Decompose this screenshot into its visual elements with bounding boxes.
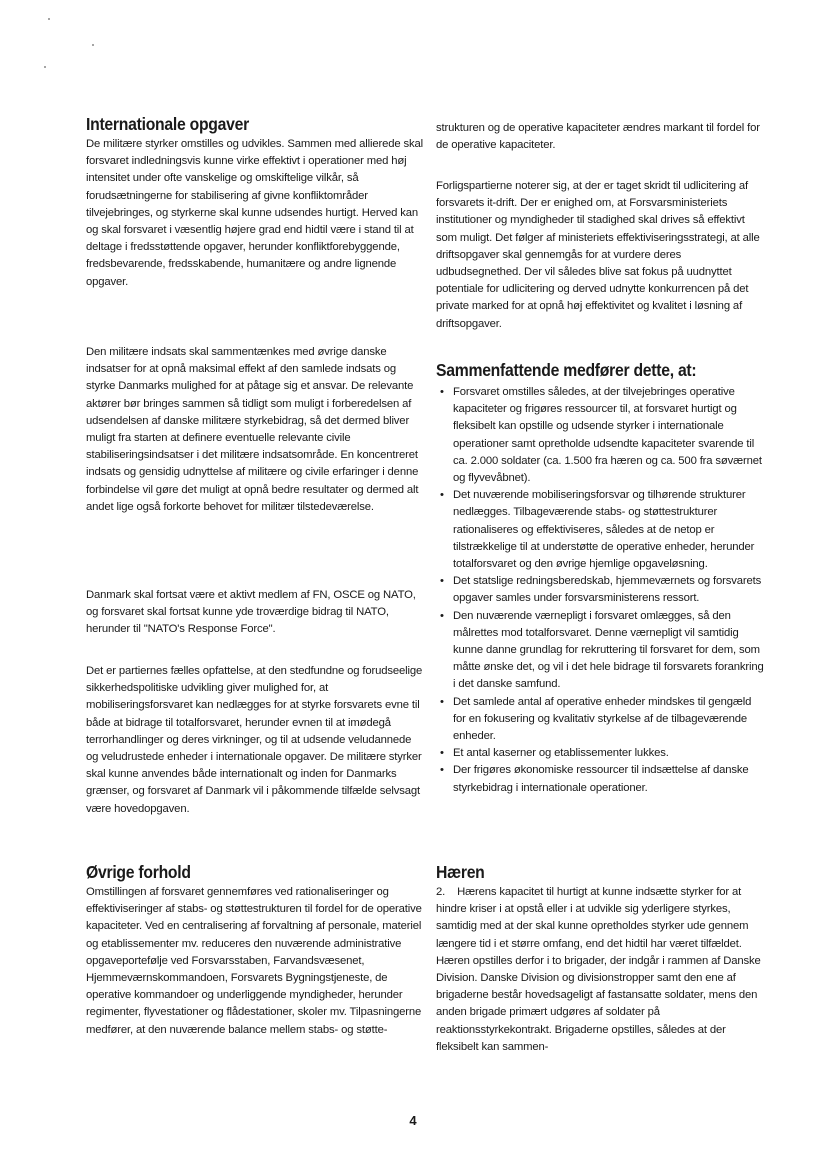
paragraph-nato-membership: Danmark skal fortsat være et aktivt medlem af FN, OSCE og NATO, og forsvaret skal fortsat kunne yde troværdige bidrag til NATO, herunder til "NATO's Response Force". [86, 589, 416, 636]
bullet-icon: • [440, 575, 444, 588]
bullet-icon: • [440, 764, 444, 777]
page-number: 4 [409, 1113, 417, 1128]
list-item: • Der frigøres økonomiske ressourcer til indsættelse af danske styrkebidrag i internationale operationer. [440, 764, 749, 794]
bullet-icon: • [440, 695, 444, 708]
heading-internationale-opgaver: Internationale opgaver [86, 114, 249, 134]
list-item: • Det statslige redningsberedskab, hjemmeværnets og forsvarets opgaver samles under forsvarsministerens ressort. [440, 575, 762, 605]
heading-ovrige-forhold: Øvrige forhold [86, 862, 191, 882]
bullet-icon: • [440, 747, 444, 760]
list-item: • Forsvaret omstilles således, at der tilvejebringes operative kapaciteter og frigøres ressourcer til, at forsvaret hurtigt og fleksibelt kan opstille og udsende styrker i internationale operationer samt opretholde udsendte kapaciteter svarende til ca. 2.000 soldater (ca. 1.500 fra hæren og ca. 500 fra søværnet og flyvevåbnet). [440, 386, 762, 485]
list-item: • Den nuværende værnepligt i forsvaret omlægges, så den målrettes mod totalforsvaret. Denne værnepligt vil samtidig kunne danne grundlag for rekruttering til forsvaret for dem, som måtte ønske det, og vil i det hele bidrage til forsvarets forankring i det danske samfund. [440, 609, 764, 691]
list-item: • Et antal kaserner og etablissementer lukkes. [436, 745, 766, 762]
bullet-icon: • [440, 386, 444, 398]
paragraph-army: 2. Hærens kapacitet til hurtigt at kunne indsætte styrker for at hindre kriser i at opstå eller i at udvikle sig yderligere styrkes, samtidig med at der skal kunne opretholdes styrker ude gennem længere tid i et større omfang, end det hidtil har været tilfældet. Hæren opstilles derfor i to brigader, der indgår i rammen af Danske Division. Danske Division og divisionstropper samt den ene af brigaderne består hovedsageligt af fastansatte soldater, mens den anden brigade primært udgøres af soldater på reaktionsstyrkekontrakt. Brigaderne opstilles, således at der fleksibelt kan sammen- [436, 886, 761, 1053]
list-item: • Det samlede antal af operative enheder mindskes til gengæld for en fokusering og kvalitativ styrkelse af de tilbageværende enheder. [440, 695, 752, 743]
paragraph-other-matters: Omstillingen af forsvaret gennemføres ved rationaliseringer og effektiviseringer af stabs- og støttestrukturen til fordel for de operative kapaciteter. Ved en centralisering af forvaltning af personale, materiel og etablissementer mv. reduceres den nuværende administrative opgaveportefølje ved Forsvarsstaben, Farvandsvæsenet, Hjemmeværnskommandoen, Forsvarets Bygningstjeneste, de operative kommandoer og underliggende myndigheder, herunder regimenter, flyvestationer og flådestationer, skoler mv. Tilpasningerne medfører, at den nuværende balance mellem stabs- og støtte- [86, 886, 422, 1036]
scan-speck [48, 18, 50, 20]
scan-speck [44, 66, 46, 68]
list-item: • Det nuværende mobiliseringsforsvar og tilhørende strukturer nedlægges. Tilbageværende stabs- og støttestrukturer rationaliseres og effektiviseres, således at de netop er tilstrækkelige til at understøtte de operative enheder, herunder totalforsvaret og den øvrige hjemlige opgaveløsning. [440, 489, 755, 571]
bullet-icon: • [440, 489, 444, 502]
heading-haeren: Hæren [436, 862, 485, 882]
scan-speck [92, 44, 94, 46]
paragraph-mobilisation: Det er partiernes fælles opfattelse, at den stedfundne og forudseelige sikkerhedspolitiske udvikling giver mulighed for, at mobiliseringsforsvaret kan nedlægges for at styrke forsvarets evne til både at bidrage til totalforsvaret, herunder evnen til at imødegå terrorhandlinger og deres virkninger, og til at udsende veludannede og veludrustede enheder i internationale opgaver. De militære styrker skal kunne anvendes både internationalt og inden for Danmarks grænser, og forsvaret af Danmark vil i påkommende tilfælde selvsagt være hovedopgaven. [86, 665, 423, 815]
bullet-icon: • [440, 609, 444, 622]
paragraph-outsourcing: Forligspartierne noterer sig, at der er taget skridt til udlicitering af forsvarets it-drift. Der er enighed om, at Forsvarsministeriets institutioner og myndigheder til stadighed skal drives så effektivt som muligt. Det følger af ministeriets effektiviseringsstrategi, at alle driftsopgaver skal gennemgås for at vurdere deres udbudsegnethed. Der vil således blive sat fokus på uudnyttet potentiale for udlicitering og derved udnytte konkurrencen på det private marked for at opnå høj effektivitet og kvalitet i løsning af driftsopgaver. [436, 180, 760, 330]
summary-bullet-list [436, 384, 766, 797]
heading-sammenfattende: Sammenfattende medfører dette, at: [436, 360, 697, 380]
paragraph-military-effort: Den militære indsats skal sammentænkes med øvrige danske indsatser for at opnå maksimal effekt af den samlede indsats og styrke Danmarks mulighed for at påtage sig et ansvar. De relevante aktører bør bringes sammen så tidligt som muligt i forberedelsen af udsendelsen af danske militære styrkebidrag, så det dermed bliver muligt fra starten at definere eventuelle relevante civile stabiliseringsindsatser i det militære indsatsområde. En koncentreret indsats og gensidig udnyttelse af militære og civile erfaringer i denne forbindelse vil gøre det muligt at opnå bedre resultater og dermed alt andet lige også forkorte behovet for militær tilstedeværelse. [86, 346, 419, 513]
paragraph-international-tasks: De militære styrker omstilles og udvikles. Sammen med allierede skal forsvaret indledningsvis kunne virke effektivt i operationer med høj intensitet under ofte vanskelige og omskiftelige vilkår, så forudsætningerne for stabilisering af givne konfliktområder tilvejebringes, og styrkerne skal kunne udsendes hurtigt. Herved kan og skal forsvaret i væsentlig højere grad end hidtil være i stand til at deltage i fredsstøttende opgaver, herunder konfliktforebyggende, fredsbevarende, fredsskabende, humanitære og andre lignende opgaver. [86, 138, 423, 288]
paragraph-continuation: strukturen og de operative kapaciteter ændres markant til fordel for de operative kapaciteter. [436, 122, 760, 152]
